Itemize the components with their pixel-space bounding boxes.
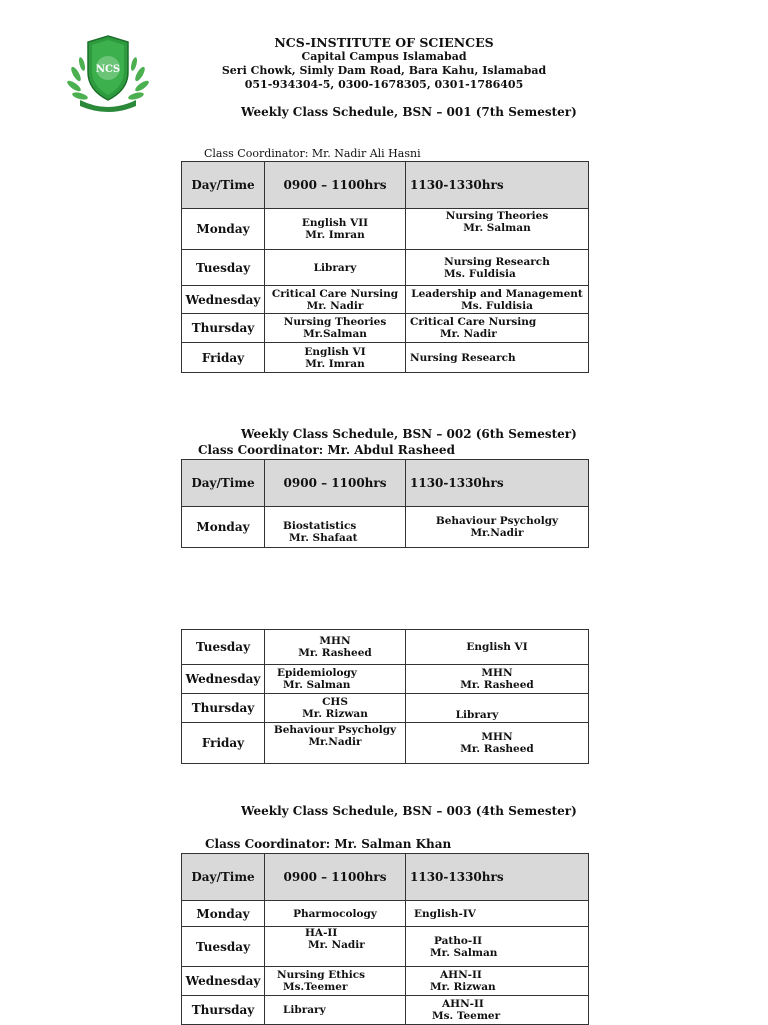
subject: Nursing Ethics [277, 969, 366, 981]
ribbon-icon [80, 100, 136, 112]
institute-name: NCS-INSTITUTE OF SCIENCES [274, 35, 494, 50]
session-cell [265, 507, 406, 548]
subject: AHN-II [440, 969, 482, 981]
day-cell: Thursday [182, 314, 265, 343]
instructor: Mr. Nadir [308, 939, 365, 951]
table-header-row [182, 460, 589, 507]
subject: MHN [481, 731, 513, 743]
instructor: Mr. Salman [430, 946, 498, 959]
class-coordinator: Class Coordinator: Mr. Nadir Ali Hasni [204, 147, 421, 160]
subject: Behaviour Psycholgy [435, 515, 559, 527]
institute-logo [66, 34, 150, 114]
instructor: Ms. Fuldisia [444, 267, 516, 280]
instructor: Mr. Rasheed [460, 743, 534, 755]
instructor: Mr.Salman [303, 328, 367, 340]
instructor: Mr. Rasheed [460, 679, 534, 691]
table-header-row [182, 162, 589, 209]
header-cell: 1130-1330hrs [406, 460, 589, 507]
schedule-table [181, 459, 589, 548]
subject: Critical Care Nursing [410, 316, 537, 328]
session-cell [406, 250, 589, 286]
day-cell: Thursday [182, 694, 265, 723]
instructor: Mr.Nadir [308, 736, 362, 748]
subject: Nursing Theories [445, 210, 549, 222]
instructor: Mr. Nadir [306, 299, 364, 312]
subject: CHS [322, 696, 348, 708]
schedule-table [181, 161, 589, 373]
table-row [182, 630, 589, 665]
day-cell: Monday [182, 209, 265, 250]
instructor: Mr. Nadir [440, 328, 497, 340]
instructor: Mr. Rizwan [302, 708, 368, 720]
instructor: Mr. Rizwan [430, 981, 496, 993]
header-cell: 1130-1330hrs [406, 854, 589, 901]
subject: MHN [481, 667, 513, 679]
instructor: Ms. Fuldisia [461, 299, 533, 312]
session-cell [406, 927, 589, 967]
table-row [182, 665, 589, 694]
instructor: Mr.Nadir [470, 527, 524, 539]
subject: HA-II [305, 927, 338, 939]
session-cell [406, 507, 589, 548]
day-cell: Tuesday [182, 250, 265, 286]
subject: Library [283, 1004, 326, 1016]
subject: Leadership and Management [411, 287, 583, 300]
day-cell: Monday [182, 507, 265, 548]
svg-text:NCS: NCS [95, 64, 121, 75]
subject: English VI [304, 345, 366, 358]
subject: Biostatistics [283, 520, 357, 532]
subject: Patho-II [434, 934, 483, 947]
header-cell: 0900 – 1100hrs [265, 460, 406, 507]
day-cell: Tuesday [182, 927, 265, 967]
table-row [182, 723, 589, 764]
session-cell [265, 209, 406, 250]
session-cell [406, 901, 589, 927]
subject: Nursing Theories [283, 316, 387, 328]
table-row [182, 343, 589, 373]
table-row [182, 250, 589, 286]
header-cell: 0900 – 1100hrs [265, 162, 406, 209]
subject: Nursing Research [444, 255, 550, 268]
session-cell [406, 286, 589, 314]
session-cell [265, 967, 406, 996]
header-cell: Day/Time [182, 854, 265, 901]
table-row [182, 286, 589, 314]
session-cell [265, 665, 406, 694]
schedule-title: Weekly Class Schedule, BSN – 001 (7th Semester) [241, 105, 577, 119]
instructor: Mr. Salman [463, 222, 531, 234]
table-row [182, 314, 589, 343]
instructor: Mr. Rasheed [298, 647, 372, 659]
laurel-left-icon [66, 57, 89, 101]
session-cell [406, 314, 589, 343]
day-cell: Thursday [182, 996, 265, 1025]
campus-phones: 051-934304-5, 0300-1678305, 0301-1786405 [244, 78, 524, 91]
subject: English VI [466, 641, 528, 653]
subject: Library [455, 709, 499, 721]
session-cell [406, 723, 589, 764]
campus-address: Seri Chowk, Simly Dam Road, Bara Kahu, Islamabad [221, 64, 547, 77]
day-cell: Friday [182, 343, 265, 373]
table-row [182, 507, 589, 548]
header-cell: 1130-1330hrs [406, 162, 589, 209]
session-cell [265, 996, 406, 1025]
day-cell: Wednesday [182, 665, 265, 694]
session-cell [406, 630, 589, 665]
instructor: Mr. Salman [283, 679, 351, 691]
schedule-table [181, 853, 589, 1025]
instructor: Ms. Teemer [432, 1010, 501, 1022]
instructor: Mr. Imran [305, 357, 365, 370]
session-cell [265, 901, 406, 927]
session-cell [406, 209, 589, 250]
table-header-row [182, 854, 589, 901]
instructor: Ms.Teemer [283, 981, 348, 993]
class-coordinator: Class Coordinator: Mr. Salman Khan [205, 837, 452, 851]
subject: MHN [319, 635, 351, 647]
session-cell [406, 996, 589, 1025]
laurel-right-icon [127, 57, 150, 101]
day-cell: Tuesday [182, 630, 265, 665]
session-cell [265, 927, 406, 967]
day-cell: Wednesday [182, 286, 265, 314]
session-cell [265, 343, 406, 373]
header-cell: 0900 – 1100hrs [265, 854, 406, 901]
instructor: Mr. Imran [305, 229, 365, 241]
table-row [182, 901, 589, 927]
subject: Nursing Research [410, 351, 516, 364]
header-cell: Day/Time [182, 162, 265, 209]
session-cell [265, 630, 406, 665]
session-cell [406, 665, 589, 694]
day-cell: Monday [182, 901, 265, 927]
session-cell [406, 343, 589, 373]
campus-name: Capital Campus Islamabad [301, 50, 467, 63]
subject: English-IV [414, 907, 476, 920]
instructor: Mr. Shafaat [289, 532, 358, 544]
table-row [182, 694, 589, 723]
subject: Library [313, 261, 357, 274]
session-cell [406, 967, 589, 996]
schedule-table [181, 629, 589, 764]
header-cell: Day/Time [182, 460, 265, 507]
schedule-title: Weekly Class Schedule, BSN – 003 (4th Semester) [241, 804, 577, 818]
day-cell: Wednesday [182, 967, 265, 996]
session-cell [265, 286, 406, 314]
table-row [182, 996, 589, 1025]
table-row [182, 927, 589, 967]
table-row [182, 209, 589, 250]
session-cell [265, 723, 406, 764]
subject: AHN-II [442, 998, 484, 1010]
subject: English VII [301, 217, 369, 229]
session-cell [406, 694, 589, 723]
subject: Critical Care Nursing [271, 287, 399, 300]
session-cell [265, 314, 406, 343]
session-cell [265, 694, 406, 723]
subject: Pharmocology [293, 907, 377, 920]
session-cell [265, 250, 406, 286]
class-coordinator: Class Coordinator: Mr. Abdul Rasheed [198, 443, 455, 457]
subject: Behaviour Psycholgy [273, 724, 397, 736]
subject: Epidemiology [277, 667, 357, 679]
table-row [182, 967, 589, 996]
day-cell: Friday [182, 723, 265, 764]
schedule-title: Weekly Class Schedule, BSN – 002 (6th Semester) [241, 427, 577, 441]
